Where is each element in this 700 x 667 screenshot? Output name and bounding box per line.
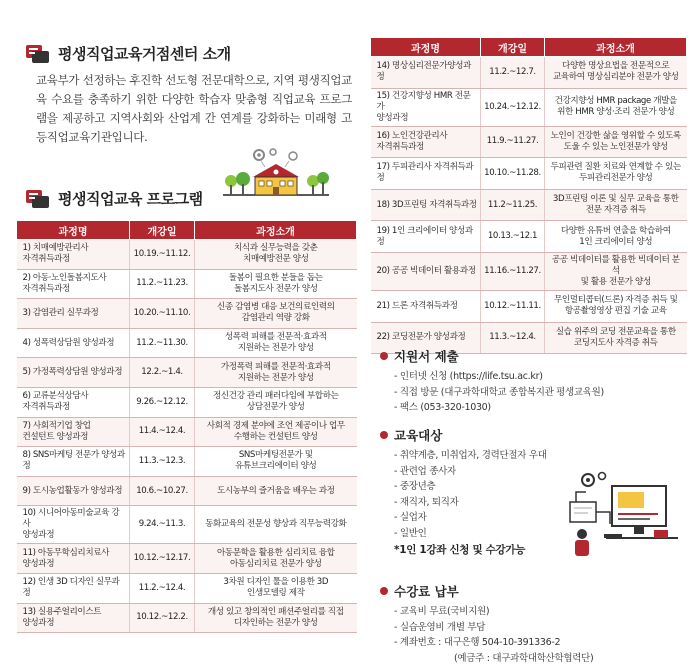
- course-description: SNS마케팅전문가 및 유튜브크리에이터 양성: [195, 447, 357, 477]
- gear-icon: [254, 150, 264, 160]
- header-course: 과정명: [17, 221, 130, 240]
- program-title: 평생직업교육 프로그램: [58, 190, 203, 208]
- course-name: 19) 1인 크리에이터 양성과정: [371, 221, 481, 253]
- start-date: 11.4.~12.4.: [130, 417, 195, 447]
- course-name: 17) 두피관리사 자격취득과정: [371, 158, 481, 190]
- course-name: 20) 공공 빅데이터 활용과정: [371, 252, 481, 290]
- start-date: 11.2.~12.7.: [481, 57, 545, 89]
- apply-item: - 팩스 (053-320-1030): [394, 402, 491, 413]
- start-date: 10.24.~12.12.: [481, 88, 545, 126]
- course-description: 도시농부의 즐거움을 배우는 과정: [195, 476, 357, 506]
- start-date: 10.10.~11.28.: [481, 158, 545, 190]
- course-name: 9) 도시농업활동가 양성과정: [17, 476, 130, 506]
- start-date: 11.2.~12.4.: [130, 573, 195, 603]
- course-description: 개성 있고 창의적인 패션주얼리를 직접 디자인하는 전문가 양성: [195, 603, 357, 633]
- course-description: 가정폭력 피해를 전문적·효과적 지원하는 전문가 양성: [195, 358, 357, 388]
- course-name: 1) 치매예방관리사 자격취득과정: [17, 240, 130, 270]
- apply-list: [380, 369, 604, 416]
- start-date: 10.12.~12.17.: [130, 544, 195, 574]
- start-date: 11.16.~11.27.: [481, 252, 545, 290]
- start-date: 10.20.~11.10.: [130, 299, 195, 329]
- apply-title: 지원서 제출: [394, 349, 459, 364]
- table-row: [371, 221, 687, 253]
- program-section-header: [26, 188, 203, 209]
- target-item: - 중장년층: [394, 481, 436, 492]
- target-header: [380, 426, 547, 444]
- center-intro: 교육부가 선정하는 후진학 선도형 전문대학으로, 지역 평생직업교육 수요를 충족하기 위한 다양한 학습자 맞춤형 직업교육 프로그램을 제공하고 지역사회와 산업계 간 연계를 강화하는 미래형 고등직업교육기관입니다.: [36, 73, 352, 144]
- target-list: [380, 448, 547, 541]
- target-section: [380, 426, 547, 557]
- course-name: 21) 드론 자격취득과정: [371, 290, 481, 322]
- course-description: 아동문학을 활용한 심리치료 융합 아동심리치료 전문가 양성: [195, 544, 357, 574]
- target-item: - 취약계층, 미취업자, 경력단절자 우대: [394, 450, 547, 461]
- table-row: [17, 387, 357, 417]
- start-date: 9.26.~12.12.: [130, 387, 195, 417]
- target-item: - 일반인: [394, 527, 427, 539]
- table-row: [17, 269, 357, 299]
- start-date: 11.2~11.25.: [481, 189, 545, 221]
- course-description: 건강지향성 HMR package 개발을 위한 HMR 양성·조리 전문가 양성: [545, 88, 687, 126]
- table-row: [17, 506, 357, 544]
- header-description: 과정소개: [545, 38, 687, 57]
- table-row: [371, 158, 687, 190]
- start-date: 10.6.~10.27.: [130, 476, 195, 506]
- start-date: 11.3.~12.4.: [481, 322, 545, 354]
- course-name: 5) 가정폭력상담원 양성과정: [17, 358, 130, 388]
- start-date: 9.24.~11.3.: [130, 506, 195, 544]
- course-description: 실습 위주의 코딩 전문교육을 통한 코딩지도사 자격증 취득: [545, 322, 687, 354]
- computer-illustration: [566, 468, 682, 560]
- course-description: 공공 빅데이터를 활용한 빅데이터 분석 및 활용 전문가 양성: [545, 252, 687, 290]
- table-row: [17, 328, 357, 358]
- table-row: [17, 544, 357, 574]
- right-column: [370, 0, 686, 667]
- course-name: 16) 노인건강관리사 자격취득과정: [371, 126, 481, 158]
- start-date: 10.13.~12.1: [481, 221, 545, 253]
- table-row: [17, 240, 357, 270]
- start-date: 11.3.~12.3.: [130, 447, 195, 477]
- course-name: 10) 시니어아동미술교육 강사 양성과정: [17, 506, 130, 544]
- start-date: 11.2.~11.30.: [130, 328, 195, 358]
- course-description: 사회적 경제 분야에 조언 제공이나 업무 수행하는 컨설턴트 양성: [195, 417, 357, 447]
- table-row: [17, 603, 357, 633]
- fee-title: 수강료 납부: [394, 584, 459, 599]
- table-row: [17, 573, 357, 603]
- table-row: [17, 358, 357, 388]
- course-description: 다양한 유튜버 연출을 학습하여 1인 크리에이터 양성: [545, 221, 687, 253]
- table-row: [17, 447, 357, 477]
- course-name: 13) 실용주얼리이스트 양성과정: [17, 603, 130, 633]
- bullet-icon: [380, 352, 388, 360]
- start-date: 11.2.~11.23.: [130, 269, 195, 299]
- start-date: 10.12.~11.11.: [481, 290, 545, 322]
- course-description: 성폭력 피해를 전문적·효과적 지원하는 전문가 양성: [195, 328, 357, 358]
- course-description: 무인멀티콥터(드론) 자격증 취득 및 항공촬영영상 편집 기술 교육: [545, 290, 687, 322]
- course-description: 다양한 명상요법을 전문적으로 교육하여 명상심리분야 전문가 양성: [545, 57, 687, 89]
- course-name: 14) 명상심리전문가양성과정: [371, 57, 481, 89]
- bullet-icon: [380, 431, 388, 439]
- course-name: 22) 코딩전문가 양성과정: [371, 322, 481, 354]
- course-name: 12) 인생 3D 디자인 실무과정: [17, 573, 130, 603]
- fee-item: - 계좌번호 : 대구은행 504-10-391336-2: [394, 637, 561, 648]
- target-note: *1인 1강좌 신청 및 수강가능: [394, 544, 526, 556]
- start-date: 10.12.~12.2.: [130, 603, 195, 633]
- apply-item: - 직접 방문 (대구과학대학교 종합복지관 평생교육원): [394, 386, 604, 398]
- table-row: [371, 189, 687, 221]
- fee-header: [380, 582, 593, 600]
- table-row: [371, 57, 687, 89]
- center-title: 평생직업교육거점센터 소개: [58, 45, 231, 63]
- course-name: 6) 교류분석상담사 자격취득과정: [17, 387, 130, 417]
- document-icon: [26, 190, 50, 208]
- course-name: 11) 아동무학심리치료사 양성과정: [17, 544, 130, 574]
- fee-item: - 교육비 무료(국비지원): [394, 606, 490, 617]
- course-name: 2) 아동·노인돌봄지도사 자격취득과정: [17, 269, 130, 299]
- table-row: [371, 88, 687, 126]
- bullet-icon: [380, 587, 388, 595]
- target-title: 교육대상: [394, 428, 443, 443]
- program-table-left: [16, 220, 357, 633]
- table-row: [371, 126, 687, 158]
- course-name: 18) 3D프린팅 자격취득과정: [371, 189, 481, 221]
- fee-item: - 실습운영비 개별 부담: [394, 621, 486, 633]
- course-description: 치식과 실무능력을 갖춘 치매예방전문 양성: [195, 240, 357, 270]
- document-icon: [26, 45, 50, 63]
- header-start-date: 개강일: [130, 221, 195, 240]
- target-item: - 실업자: [394, 512, 427, 523]
- fee-list: [380, 604, 593, 666]
- fee-account-holder: (예금주 : 대구과학대학산학협력단): [454, 652, 594, 664]
- table-row: [17, 476, 357, 506]
- table-row: [371, 290, 687, 322]
- header-description: 과정소개: [195, 221, 357, 240]
- table-row: [371, 252, 687, 290]
- course-name: 4) 성폭력상담원 양성과정: [17, 328, 130, 358]
- apply-header: [380, 347, 604, 365]
- apply-section: [380, 347, 604, 416]
- course-description: 정신건강 관리 패러다임에 부합하는 상담전문가 양성: [195, 387, 357, 417]
- course-name: 15) 건강지향성 HMR 전문가 양성과정: [371, 88, 481, 126]
- course-description: 노인이 건강한 삶을 영위할 수 있도록 도울 수 있는 노인전문가 양성: [545, 126, 687, 158]
- course-description: 두피관련 질환 치료와 연계할 수 있는 두피관리전문가 양성: [545, 158, 687, 190]
- course-description: 3D프린팅 이론 및 실무 교육을 통한 전문 자격증 취득: [545, 189, 687, 221]
- start-date: 10.19.~11.12.: [130, 240, 195, 270]
- target-item: - 관련업 종사자: [394, 465, 456, 477]
- target-item: - 재직자, 퇴직자: [394, 496, 459, 508]
- start-date: 11.9.~11.27.: [481, 126, 545, 158]
- center-section-header: [26, 43, 231, 64]
- campus-illustration: [221, 147, 331, 199]
- apply-item: - 인터넷 신청 (https://life.tsu.ac.kr): [394, 371, 543, 382]
- header-course: 과정명: [371, 38, 481, 57]
- header-start-date: 개강일: [481, 38, 545, 57]
- table-row: [17, 299, 357, 329]
- course-description: 동화교육의 전문성 향상과 직무능력강화: [195, 506, 357, 544]
- course-description: 신종 감염병 대응 보건의료인력의 감염관리 역량 강화: [195, 299, 357, 329]
- course-name: 3) 감염관리 실무과정: [17, 299, 130, 329]
- program-table-right: [370, 37, 687, 354]
- course-description: 돌봄이 필요한 분들을 돕는 돌봄지도사 전문가 양성: [195, 269, 357, 299]
- person-icon: [575, 529, 589, 556]
- course-name: 8) SNS마케팅 전문가 양성과정: [17, 447, 130, 477]
- fee-section: [380, 582, 593, 666]
- table-row: [17, 417, 357, 447]
- start-date: 12.2.~1.4.: [130, 358, 195, 388]
- course-name: 7) 사회적기업 창업 컨설턴트 양성과정: [17, 417, 130, 447]
- course-description: 3차원 디자인 툴을 이용한 3D 인생모델링 제작: [195, 573, 357, 603]
- gear-icon: [582, 474, 594, 486]
- left-column: [16, 0, 356, 667]
